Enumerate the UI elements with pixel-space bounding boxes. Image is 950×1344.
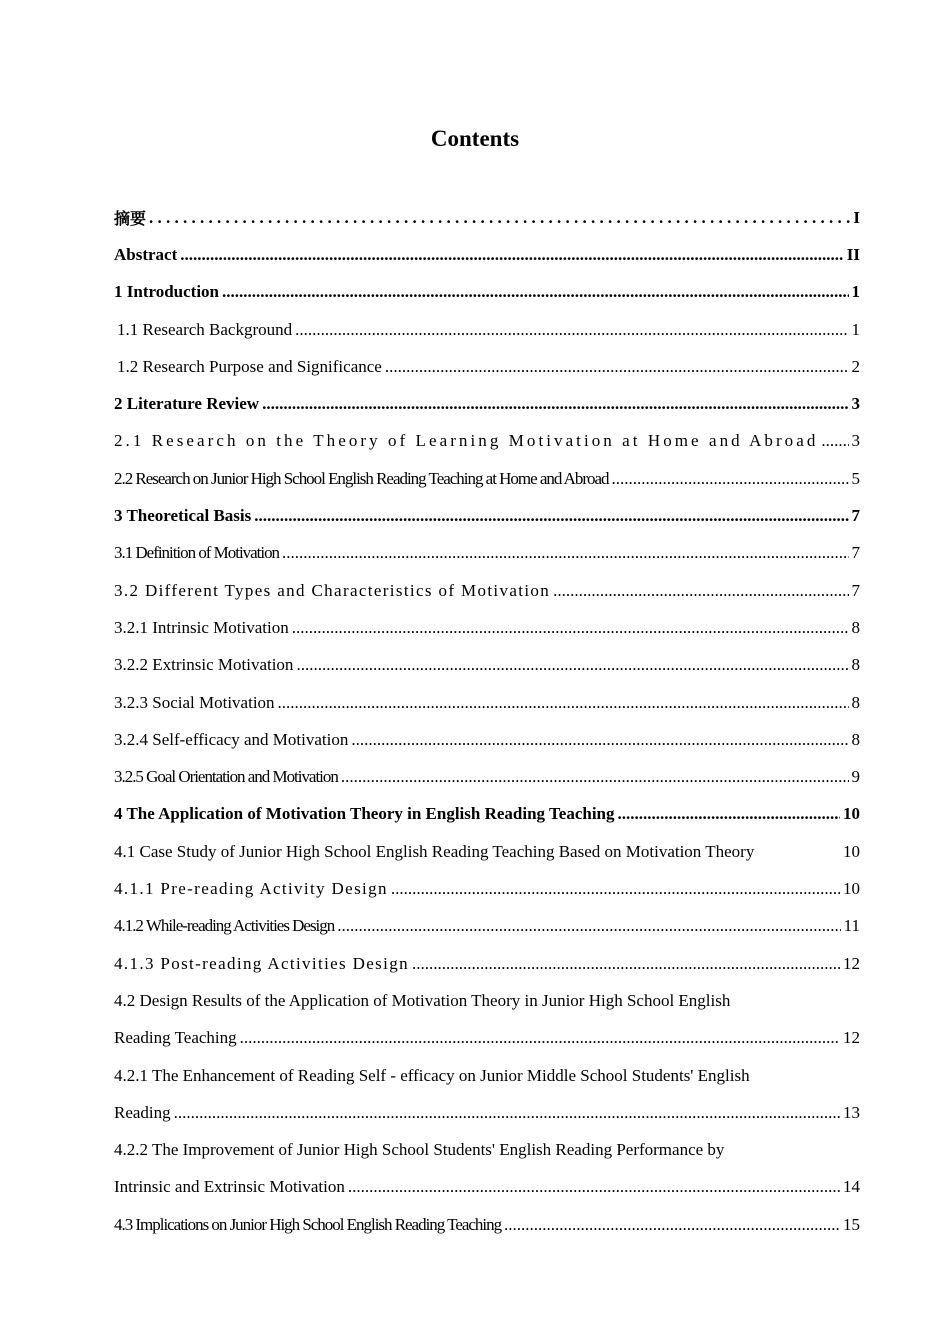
toc-dot-leader — [618, 804, 840, 824]
toc-dot-leader — [611, 469, 848, 489]
toc-entry[interactable] — [114, 199, 860, 236]
toc-entry-label: 3.2.4 Self-efficacy and Motivation — [114, 729, 349, 749]
toc-entry[interactable] — [114, 385, 860, 422]
toc-entry-label: 4.1 Case Study of Junior High School English Reading Teaching Based on Motivation Theory — [114, 841, 755, 861]
toc-page-number: 10 — [843, 804, 860, 824]
toc-page-number: 9 — [851, 767, 860, 787]
toc-dot-leader — [282, 543, 848, 563]
toc-entry-label: Intrinsic and Extrinsic Motivation — [114, 1177, 345, 1197]
toc-entry-label: 4.1.2 While-reading Activities Design — [114, 916, 335, 936]
toc-entry[interactable] — [114, 870, 860, 907]
toc-entry[interactable] — [114, 535, 860, 572]
toc-page-number: 3 — [851, 394, 860, 414]
toc-entry[interactable] — [114, 758, 860, 795]
toc-entry[interactable] — [114, 311, 860, 348]
toc-entry-label: 4.3 Implications on Junior High School English Reading Teaching — [114, 1214, 502, 1234]
toc-dot-leader — [337, 916, 840, 936]
toc-entry[interactable] — [114, 908, 860, 945]
toc-page-number: II — [846, 244, 860, 264]
toc-dot-leader — [348, 1177, 840, 1197]
toc-dot-leader — [292, 618, 849, 638]
table-of-contents — [114, 199, 860, 1243]
toc-entry[interactable] — [114, 721, 860, 758]
toc-dot-leader — [180, 245, 844, 265]
toc-dot-leader — [412, 954, 840, 974]
toc-page-number: 14 — [843, 1177, 860, 1197]
toc-page-number: 11 — [843, 916, 860, 936]
toc-dot-leader — [391, 879, 840, 899]
toc-entry[interactable] — [114, 236, 860, 273]
toc-entry[interactable] — [114, 1020, 860, 1057]
toc-page-number: 8 — [851, 655, 860, 675]
toc-entry[interactable] — [114, 982, 860, 1019]
toc-page-number: 13 — [843, 1102, 860, 1122]
toc-page-number: 8 — [851, 692, 860, 712]
toc-page-number: 1 — [851, 282, 860, 302]
toc-page-number: 12 — [843, 953, 860, 973]
toc-entry-label: Reading Teaching — [114, 1028, 237, 1048]
toc-dot-leader — [504, 1215, 840, 1235]
toc-dot-leader — [385, 357, 849, 377]
toc-page-number: 10 — [843, 878, 860, 898]
toc-entry[interactable] — [114, 348, 860, 385]
toc-entry-label: 3.2.3 Social Motivation — [114, 692, 275, 712]
toc-entry[interactable] — [114, 684, 860, 721]
toc-entry[interactable] — [114, 609, 860, 646]
toc-page-number: 7 — [851, 506, 860, 526]
toc-page-number: 12 — [843, 1028, 860, 1048]
toc-entry[interactable] — [114, 460, 860, 497]
toc-entry[interactable] — [114, 1057, 860, 1094]
toc-page-number: 1 — [851, 319, 860, 339]
toc-entry-label: 摘要 — [114, 209, 147, 229]
toc-entry-label: 4 The Application of Motivation Theory in English Reading Teaching — [114, 804, 615, 824]
toc-dot-leader — [351, 730, 848, 750]
toc-entry-label: Reading — [114, 1102, 171, 1122]
toc-entry-label: 2 Literature Review — [114, 394, 260, 414]
toc-entry[interactable] — [114, 497, 860, 534]
toc-dot-leader — [278, 693, 849, 713]
toc-entry[interactable] — [114, 423, 860, 460]
toc-entry-label: 3.1 Definition of Motivation — [114, 543, 280, 563]
toc-entry[interactable] — [114, 1169, 860, 1206]
toc-dot-leader — [262, 394, 848, 414]
toc-dot-leader — [240, 1028, 840, 1048]
toc-dot-leader — [254, 506, 848, 526]
toc-page-number: 7 — [851, 580, 860, 600]
toc-entry[interactable] — [114, 833, 860, 870]
toc-page-number: I — [853, 207, 860, 227]
toc-page-number: 10 — [843, 841, 860, 861]
toc-entry-label: 4.2.2 The Improvement of Junior High School Students' English Reading Performance by — [114, 1140, 725, 1160]
toc-entry-label: 4.1.1 Pre-reading Activity Design — [114, 878, 388, 898]
toc-entry[interactable] — [114, 1094, 860, 1131]
toc-dot-leader — [149, 208, 850, 228]
toc-page-number: 8 — [851, 617, 860, 637]
toc-entry[interactable] — [114, 274, 860, 311]
toc-page-number: 7 — [851, 543, 860, 563]
page-title: Contents — [430, 126, 520, 151]
toc-entry-label: 1.2 Research Purpose and Significance — [117, 356, 382, 376]
toc-entry[interactable] — [114, 796, 860, 833]
toc-page-number: 3 — [851, 431, 860, 451]
toc-dot-leader — [553, 581, 848, 601]
toc-entry[interactable] — [114, 647, 860, 684]
toc-page-number: 15 — [843, 1214, 860, 1234]
toc-dot-leader — [296, 655, 848, 675]
toc-entry-label: 3.2.2 Extrinsic Motivation — [114, 655, 294, 675]
toc-entry-label: 4.1.3 Post-reading Activities Design — [114, 953, 409, 973]
toc-entry-label: 3 Theoretical Basis — [114, 506, 252, 526]
toc-page-number: 5 — [851, 468, 860, 488]
toc-page-number: 2 — [851, 356, 860, 376]
toc-dot-leader — [174, 1103, 840, 1123]
toc-entry-label: 4.2 Design Results of the Application of Motivation Theory in Junior High School English — [114, 991, 731, 1011]
toc-entry-label: 3.2.1 Intrinsic Motivation — [114, 617, 289, 637]
toc-entry[interactable] — [114, 1131, 860, 1168]
toc-entry-label: Abstract — [114, 244, 178, 264]
toc-entry-label: 1.1 Research Background — [117, 319, 293, 339]
toc-entry[interactable] — [114, 1206, 860, 1243]
toc-entry-label: 4.2.1 The Enhancement of Reading Self - efficacy on Junior Middle School Students' English — [114, 1065, 750, 1085]
toc-entry-label: 2.2 Research on Junior High School English Reading Teaching at Home and Abroad — [114, 468, 609, 488]
toc-dot-leader — [341, 767, 849, 787]
toc-dot-leader — [821, 431, 848, 451]
toc-dot-leader — [222, 282, 848, 302]
toc-entry-label: 1 Introduction — [114, 282, 220, 302]
toc-entry-label: 3.2.5 Goal Orientation and Motivation — [114, 767, 338, 787]
toc-entry-label: 3.2 Different Types and Characteristics of Motivation — [114, 580, 551, 600]
toc-page-number: 8 — [851, 729, 860, 749]
toc-entry[interactable] — [114, 572, 860, 609]
toc-dot-leader — [295, 320, 848, 340]
toc-entry-label: 2.1 Research on the Theory of Learning Motivation at Home and Abroad — [114, 431, 819, 451]
toc-entry[interactable] — [114, 945, 860, 982]
